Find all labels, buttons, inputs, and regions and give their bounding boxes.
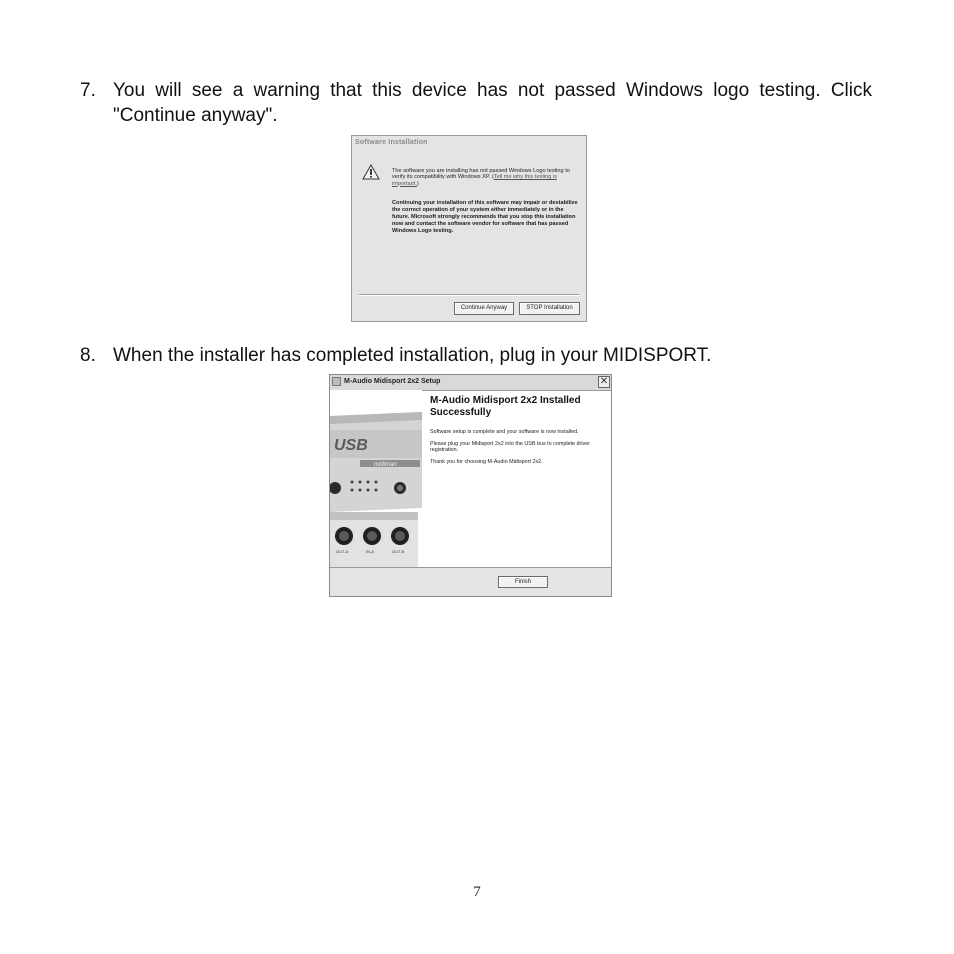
brand-text: midiman [374,462,397,468]
step-7 [80,78,872,128]
setup-line-3: Thank you for choosing M-Audio Midisport 2x2. [430,458,543,465]
dialog-title: Software Installation [355,139,428,146]
step-number: 7. [80,80,96,101]
warning-message: Continuing your installation of this software may impair or destabilize the correct operation of your system either immediately or in the future. Microsoft strongly recommends that you stop this installation now and contact the software vendor for software that has passed Windows Logo testing. [392,200,578,234]
in-a-label: IN-A [366,549,374,554]
continue-anyway-button[interactable]: Continue Anyway [454,302,514,315]
midisport-device-image [330,390,422,567]
close-button[interactable]: ✕ [599,376,609,387]
tell-me-why-link[interactable]: Tell me why this testing is important. [392,174,557,187]
out-b-label: OUT-B [392,549,405,554]
install-success-heading: M-Audio Midisport 2x2 Installed Successfully [430,395,581,418]
step-text: You will see a warning that this device has not passed Windows logo testing. Click "Continue anyway". [113,80,872,126]
setup-line-2: Please plug your Midisport 2x2 into the USB bus to complete driver registration. [430,440,591,454]
out-a-label: OUT-A [336,549,349,554]
finish-button[interactable]: Finish [498,576,548,588]
button-bar [330,567,611,596]
software-installation-dialog [351,135,587,322]
setup-app-icon [332,377,341,386]
setup-window [329,374,612,597]
setup-message [430,429,605,470]
dialog-separator [359,294,579,296]
step-number: 8. [80,345,96,366]
page-number: 7 [473,884,481,900]
warning-icon [362,164,380,180]
usb-logo-text: USB [334,437,368,454]
title-bar [330,375,611,391]
setup-line-1: Software setup is complete and your software is now installed. [430,429,579,435]
compatibility-message: The software you are installing has not passed Windows Logo testing to verify its compatibility with Windows XP. (Tell me why this testing is important.) [392,168,570,187]
step-text: When the installer has completed installation, plug in your MIDISPORT. [113,345,712,366]
step-8 [80,343,872,368]
window-title: M-Audio Midisport 2x2 Setup [344,378,441,385]
stop-installation-button[interactable]: STOP Installation [519,302,580,315]
